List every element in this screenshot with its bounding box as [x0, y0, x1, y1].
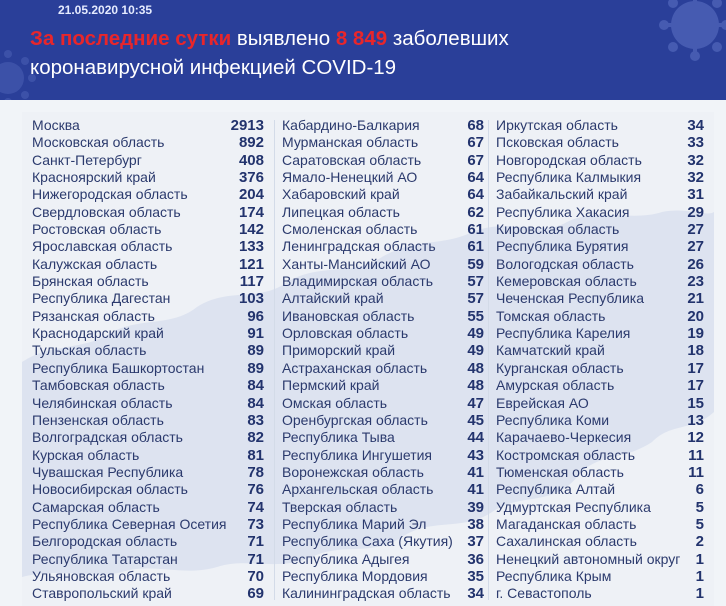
region-row	[282, 585, 484, 602]
region-case-count: 204	[238, 186, 264, 204]
headline	[30, 24, 509, 82]
region-case-count: 64	[467, 186, 484, 204]
region-row	[32, 342, 264, 359]
region-row	[32, 481, 264, 498]
region-case-count: 44	[467, 429, 484, 447]
regions-column-2	[282, 117, 484, 603]
region-name: Ростовская область	[32, 221, 162, 238]
region-row	[282, 551, 484, 568]
region-name: Белгородская область	[32, 533, 178, 550]
region-case-count: 174	[238, 203, 264, 221]
region-name: Курская область	[32, 446, 140, 463]
region-row	[32, 204, 264, 221]
region-row	[496, 290, 704, 307]
region-name: Кабардино-Балкария	[282, 117, 420, 133]
region-name: Республика Адыгея	[282, 550, 410, 567]
region-row	[32, 568, 264, 585]
region-case-count: 82	[247, 429, 264, 447]
region-name: Краснодарский край	[32, 325, 164, 342]
region-row	[32, 447, 264, 464]
region-row	[282, 499, 484, 516]
region-case-count: 81	[247, 446, 264, 464]
region-case-count: 5	[695, 515, 704, 533]
region-row	[282, 412, 484, 429]
region-name: Республика Дагестан	[32, 290, 171, 307]
region-name: Республика Коми	[496, 411, 610, 428]
region-row	[32, 308, 264, 325]
region-row	[282, 325, 484, 342]
region-case-count: 41	[467, 481, 484, 499]
region-name: Иркутская область	[496, 117, 618, 133]
region-name: Московская область	[32, 134, 165, 151]
region-row	[282, 481, 484, 498]
region-case-count: 121	[238, 255, 264, 273]
region-row	[32, 117, 264, 134]
region-case-count: 15	[687, 394, 704, 412]
region-case-count: 11	[688, 446, 704, 464]
region-name: Владимирская область	[282, 273, 434, 290]
region-case-count: 39	[467, 498, 484, 516]
region-name: Забайкальский край	[496, 186, 628, 203]
region-name: Ярославская область	[32, 238, 173, 255]
region-row	[496, 325, 704, 342]
region-case-count: 23	[687, 273, 704, 291]
region-name: Республика Марий Эл	[282, 515, 427, 532]
region-row	[32, 152, 264, 169]
region-case-count: 32	[687, 169, 704, 187]
region-name: Карачаево-Черкесия	[496, 429, 632, 446]
region-row	[32, 412, 264, 429]
region-row	[496, 169, 704, 186]
region-name: Ненецкий автономный округ	[496, 550, 681, 567]
region-name: Республика Ингушетия	[282, 446, 433, 463]
region-name: Республика Карелия	[496, 325, 631, 342]
column-divider	[274, 120, 275, 600]
region-case-count: 45	[467, 411, 484, 429]
region-row	[32, 395, 264, 412]
region-case-count: 17	[687, 377, 704, 395]
region-case-count: 13	[687, 411, 704, 429]
region-case-count: 64	[467, 169, 484, 187]
region-name: Рязанская область	[32, 307, 155, 324]
headline-rest: заболевших	[392, 27, 509, 50]
region-name: Самарская область	[32, 498, 160, 515]
virus-icon	[640, 0, 726, 70]
region-case-count: 2	[695, 533, 704, 551]
region-row	[32, 238, 264, 255]
region-case-count: 376	[238, 169, 264, 187]
region-name: Мурманская область	[282, 134, 419, 151]
region-row	[282, 256, 484, 273]
region-row	[496, 134, 704, 151]
region-name: Санкт-Петербург	[32, 151, 142, 168]
region-name: Омская область	[282, 394, 388, 411]
region-case-count: 408	[238, 151, 264, 169]
region-row	[32, 551, 264, 568]
region-case-count: 41	[467, 463, 484, 481]
region-row	[496, 117, 704, 134]
region-case-count: 26	[687, 255, 704, 273]
region-case-count: 35	[467, 567, 484, 585]
region-row	[496, 152, 704, 169]
region-row	[496, 464, 704, 481]
region-row	[496, 256, 704, 273]
region-row	[282, 152, 484, 169]
region-name: Республика Крым	[496, 567, 612, 584]
regions-column-3	[496, 117, 704, 603]
region-row	[32, 169, 264, 186]
region-row	[282, 395, 484, 412]
region-name: Томская область	[496, 307, 606, 324]
headline-count: 8 849	[335, 27, 388, 50]
region-case-count: 67	[467, 151, 484, 169]
region-name: Кемеровская область	[496, 273, 637, 290]
region-case-count: 61	[467, 221, 484, 239]
region-row	[496, 481, 704, 498]
region-case-count: 71	[247, 550, 264, 568]
region-row	[496, 186, 704, 203]
region-row	[496, 308, 704, 325]
region-case-count: 1	[695, 585, 704, 603]
region-case-count: 34	[687, 117, 704, 134]
region-row	[496, 499, 704, 516]
region-name: Тамбовская область	[32, 377, 165, 394]
region-case-count: 5	[695, 498, 704, 516]
region-row	[282, 169, 484, 186]
region-case-count: 133	[238, 238, 264, 256]
region-name: Челябинская область	[32, 394, 173, 411]
region-name: Алтайский край	[282, 290, 384, 307]
region-row	[496, 533, 704, 550]
region-name: Пензенская область	[32, 411, 164, 428]
region-row	[32, 273, 264, 290]
column-divider	[488, 120, 489, 600]
region-name: Приморский край	[282, 342, 396, 359]
region-case-count: 59	[467, 255, 484, 273]
region-name: Астраханская область	[282, 359, 428, 376]
region-row	[32, 516, 264, 533]
region-case-count: 31	[687, 186, 704, 204]
region-row	[32, 429, 264, 446]
region-row	[282, 238, 484, 255]
region-case-count: 96	[247, 307, 264, 325]
region-name: Кировская область	[496, 221, 620, 238]
region-case-count: 67	[467, 134, 484, 152]
region-name: Оренбургская область	[282, 411, 428, 428]
region-name: Ямало-Ненецкий АО	[282, 169, 418, 186]
region-row	[496, 585, 704, 602]
region-case-count: 71	[247, 533, 264, 551]
region-name: Саратовская область	[282, 151, 422, 168]
region-case-count: 78	[247, 463, 264, 481]
region-row	[282, 568, 484, 585]
region-case-count: 74	[247, 498, 264, 516]
region-row	[496, 238, 704, 255]
region-case-count: 21	[687, 290, 704, 308]
region-name: Орловская область	[282, 325, 409, 342]
region-row	[32, 186, 264, 203]
region-case-count: 2913	[230, 117, 264, 134]
region-case-count: 19	[687, 325, 704, 343]
region-row	[282, 464, 484, 481]
region-name: Нижегородская область	[32, 186, 188, 203]
region-row	[282, 308, 484, 325]
region-row	[282, 186, 484, 203]
region-name: Удмуртская Республика	[496, 498, 651, 515]
region-row	[282, 204, 484, 221]
region-name: Архангельская область	[282, 481, 434, 498]
region-name: Пермский край	[282, 377, 380, 394]
region-name: Смоленская область	[282, 221, 418, 238]
region-name: Сахалинская область	[496, 533, 637, 550]
region-case-count: 34	[467, 585, 484, 603]
region-case-count: 91	[247, 325, 264, 343]
region-case-count: 62	[467, 203, 484, 221]
region-case-count: 17	[687, 359, 704, 377]
region-name: Республика Саха (Якутия)	[282, 533, 453, 550]
region-row	[496, 342, 704, 359]
region-case-count: 11	[688, 463, 704, 481]
region-name: Свердловская область	[32, 203, 181, 220]
region-row	[282, 429, 484, 446]
region-case-count: 48	[467, 359, 484, 377]
region-name: Ульяновская область	[32, 567, 171, 584]
region-case-count: 27	[687, 238, 704, 256]
region-row	[282, 342, 484, 359]
region-name: Магаданская область	[496, 515, 637, 532]
region-row	[282, 516, 484, 533]
region-name: Республика Бурятия	[496, 238, 629, 255]
region-row	[496, 273, 704, 290]
region-row	[32, 221, 264, 238]
region-row	[32, 360, 264, 377]
region-name: Новгородская область	[496, 151, 642, 168]
region-name: Псковская область	[496, 134, 619, 151]
region-row	[282, 360, 484, 377]
region-case-count: 84	[247, 394, 264, 412]
region-row	[32, 290, 264, 307]
region-name: Республика Алтай	[496, 481, 616, 498]
headline-line-1	[30, 24, 509, 53]
headline-detected: выявлено	[236, 27, 331, 50]
region-name: Красноярский край	[32, 169, 156, 186]
region-name: Тульская область	[32, 342, 147, 359]
region-case-count: 57	[467, 273, 484, 291]
region-row	[32, 499, 264, 516]
region-name: Еврейская АО	[496, 394, 589, 411]
region-row	[282, 221, 484, 238]
region-row	[496, 221, 704, 238]
region-row	[282, 377, 484, 394]
region-name: Липецкая область	[282, 203, 400, 220]
region-name: Волгоградская область	[32, 429, 183, 446]
region-name: г. Севастополь	[496, 585, 592, 602]
region-case-count: 38	[467, 515, 484, 533]
region-row	[282, 117, 484, 134]
region-case-count: 32	[687, 151, 704, 169]
region-name: Республика Татарстан	[32, 550, 178, 567]
region-case-count: 1	[695, 550, 704, 568]
region-row	[496, 568, 704, 585]
region-case-count: 68	[467, 117, 484, 134]
region-case-count: 89	[247, 342, 264, 360]
region-row	[32, 325, 264, 342]
regions-panel	[22, 112, 714, 606]
region-name: Республика Башкортостан	[32, 359, 205, 376]
region-name: Новосибирская область	[32, 481, 188, 498]
region-case-count: 20	[687, 307, 704, 325]
region-name: Чувашская Республика	[32, 463, 184, 480]
region-name: Камчатский край	[496, 342, 605, 359]
region-case-count: 57	[467, 290, 484, 308]
region-name: Хабаровский край	[282, 186, 400, 203]
region-name: Амурская область	[496, 377, 615, 394]
region-name: Республика Калмыкия	[496, 169, 642, 186]
region-case-count: 18	[687, 342, 704, 360]
region-name: Республика Мордовия	[282, 567, 428, 584]
region-name: Ханты-Мансийский АО	[282, 255, 431, 272]
region-case-count: 12	[687, 429, 704, 447]
region-row	[32, 585, 264, 602]
region-case-count: 47	[467, 394, 484, 412]
headline-line-2: коронавирусной инфекцией COVID-19	[30, 56, 397, 79]
region-case-count: 84	[247, 377, 264, 395]
region-case-count: 103	[238, 290, 264, 308]
region-row	[282, 447, 484, 464]
region-row	[32, 533, 264, 550]
region-case-count: 37	[467, 533, 484, 551]
region-case-count: 48	[467, 377, 484, 395]
region-name: Калужская область	[32, 255, 158, 272]
region-row	[282, 134, 484, 151]
region-row	[496, 360, 704, 377]
region-case-count: 29	[687, 203, 704, 221]
region-case-count: 49	[467, 342, 484, 360]
region-case-count: 49	[467, 325, 484, 343]
region-case-count: 89	[247, 359, 264, 377]
region-case-count: 6	[695, 481, 704, 499]
region-name: Республика Северная Осетия	[32, 515, 227, 532]
region-case-count: 27	[687, 221, 704, 239]
region-row	[282, 533, 484, 550]
region-case-count: 892	[238, 134, 264, 152]
region-row	[282, 290, 484, 307]
region-name: Тверская область	[282, 498, 398, 515]
region-row	[496, 395, 704, 412]
region-row	[496, 429, 704, 446]
region-row	[282, 273, 484, 290]
region-name: Тюменская область	[496, 463, 624, 480]
region-case-count: 36	[467, 550, 484, 568]
region-name: Воронежская область	[282, 463, 424, 480]
region-row	[496, 412, 704, 429]
region-case-count: 76	[247, 481, 264, 499]
region-name: Вологодская область	[496, 255, 634, 272]
region-case-count: 1	[695, 567, 704, 585]
region-name: Чеченская Республика	[496, 290, 644, 307]
region-case-count: 73	[247, 515, 264, 533]
region-case-count: 142	[238, 221, 264, 239]
region-case-count: 69	[247, 585, 264, 603]
region-case-count: 61	[467, 238, 484, 256]
regions-column-1	[32, 117, 264, 603]
region-row	[496, 516, 704, 533]
region-case-count: 43	[467, 446, 484, 464]
region-name: Ленинградская область	[282, 238, 436, 255]
region-name: Ставропольский край	[32, 585, 172, 602]
region-name: Республика Хакасия	[496, 203, 630, 220]
region-name: Москва	[32, 117, 80, 133]
region-name: Республика Тыва	[282, 429, 395, 446]
region-row	[496, 377, 704, 394]
region-case-count: 117	[239, 273, 264, 291]
region-case-count: 55	[467, 307, 484, 325]
report-date: 21.05.2020 10:35	[58, 3, 153, 17]
header-banner	[0, 0, 726, 100]
region-case-count: 70	[247, 567, 264, 585]
region-row	[32, 464, 264, 481]
headline-period: За последние сутки	[30, 27, 232, 50]
region-name: Калининградская область	[282, 585, 451, 602]
region-row	[32, 134, 264, 151]
region-case-count: 83	[247, 411, 264, 429]
region-case-count: 33	[687, 134, 704, 152]
region-name: Ивановская область	[282, 307, 415, 324]
region-row	[32, 377, 264, 394]
region-row	[496, 204, 704, 221]
region-name: Брянская область	[32, 273, 149, 290]
region-name: Костромская область	[496, 446, 636, 463]
region-row	[496, 447, 704, 464]
region-row	[496, 551, 704, 568]
region-name: Курганская область	[496, 359, 624, 376]
region-row	[32, 256, 264, 273]
